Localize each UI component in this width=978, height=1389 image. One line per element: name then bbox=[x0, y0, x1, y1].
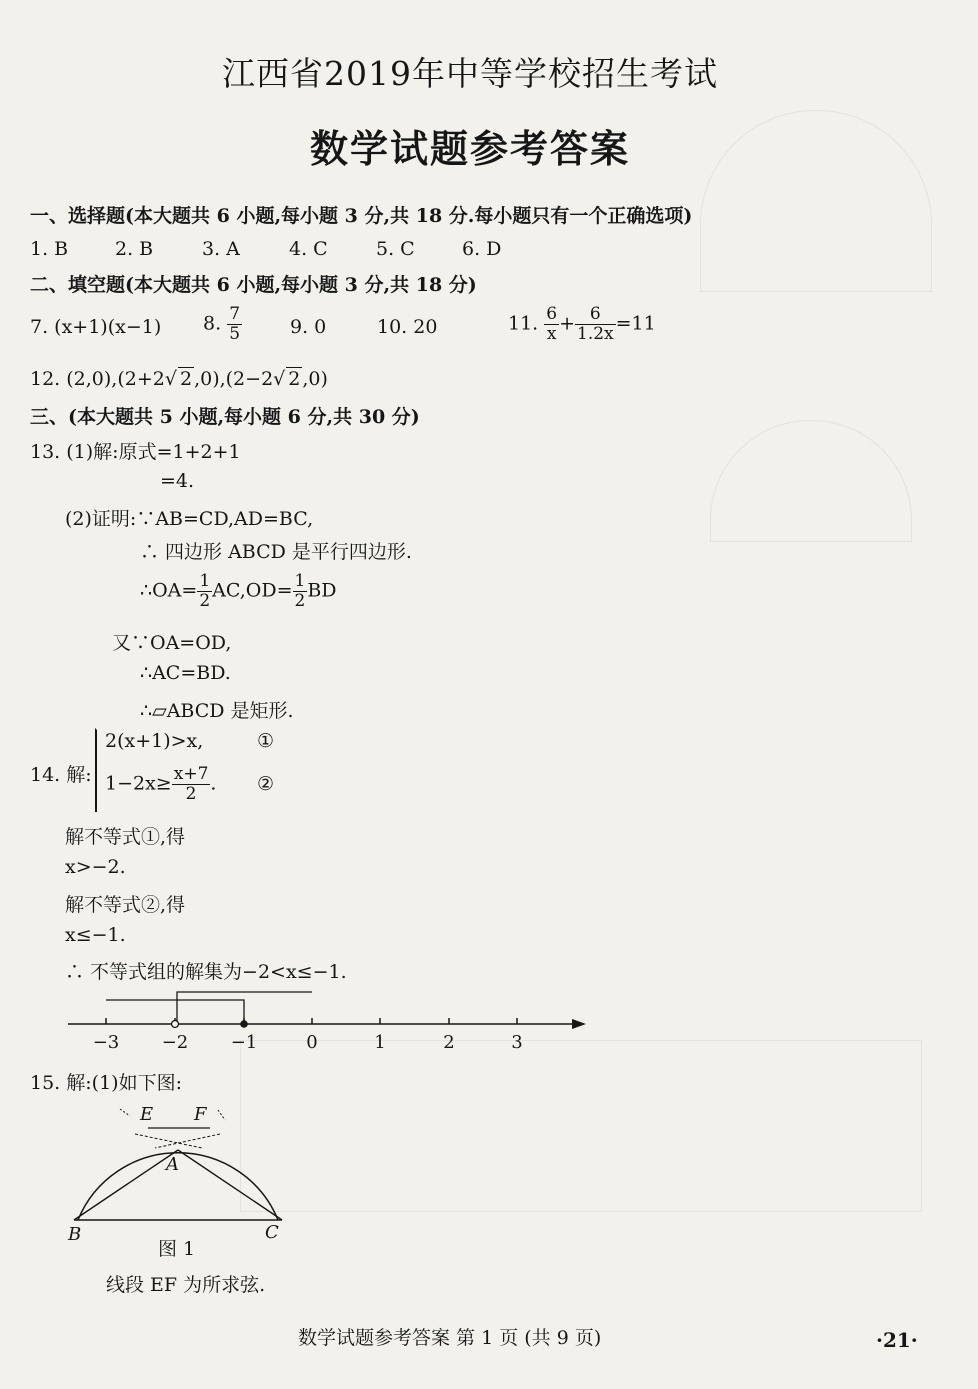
answer-6: 6. D bbox=[462, 238, 502, 260]
q15-heading: 15. 解:(1)如下图: bbox=[30, 1072, 182, 1094]
tick-label: 2 bbox=[443, 1032, 455, 1053]
tick-label: −2 bbox=[161, 1032, 189, 1053]
answer-7: 7. (x+1)(x−1) bbox=[30, 316, 162, 338]
q14-solution-set: ∴ 不等式组的解集为−2<x≤−1. bbox=[65, 961, 347, 983]
closed-dot bbox=[240, 1020, 248, 1028]
q13-part2-line5: ∴AC=BD. bbox=[140, 662, 231, 684]
footer-text: 数学试题参考答案 第 1 页 (共 9 页) bbox=[298, 1327, 602, 1349]
document-title: 数学试题参考答案 bbox=[309, 126, 630, 171]
section2-heading: 二、填空题(本大题共 6 小题,每小题 3 分,共 18 分) bbox=[30, 274, 477, 296]
answer-8: 8. $\frac{7}{5}$ bbox=[203, 304, 241, 344]
tick-label: 1 bbox=[374, 1032, 386, 1053]
answer-10: 10. 20 bbox=[377, 316, 438, 338]
answer-9: 9. 0 bbox=[290, 316, 327, 338]
arrow-head-icon bbox=[572, 1019, 586, 1029]
bleed-through-shadow bbox=[240, 1040, 922, 1212]
tick-label: −3 bbox=[92, 1032, 120, 1053]
label-f: F bbox=[194, 1104, 207, 1125]
number-line bbox=[60, 982, 600, 1058]
q13-part2-line6: ∴▱ABCD 是矩形. bbox=[140, 700, 294, 722]
open-dot bbox=[172, 1021, 179, 1028]
section1-heading: 一、选择题(本大题共 6 小题,每小题 3 分,共 18 分.每小题只有一个正确选项) bbox=[30, 205, 693, 227]
segment-ca bbox=[178, 1150, 282, 1220]
q13-part2-line2: ∴ 四边形 ABCD 是平行四边形. bbox=[140, 541, 412, 563]
q14-label: 14. 解: bbox=[30, 764, 92, 786]
q14-step-4: x≤−1. bbox=[65, 924, 126, 946]
answer-4: 4. C bbox=[289, 238, 328, 260]
tick-label: 3 bbox=[511, 1032, 523, 1053]
answer-3: 3. A bbox=[202, 238, 240, 260]
q15-conclusion: 线段 EF 为所求弦. bbox=[106, 1274, 266, 1296]
answer-2: 2. B bbox=[115, 238, 154, 260]
q14-mark-2: ② bbox=[257, 773, 275, 795]
page-number: ·21· bbox=[876, 1328, 918, 1352]
q14-inequality-2: 1−2x≥ $\frac{x+7}{2}$ . bbox=[105, 764, 217, 804]
answer-5: 5. C bbox=[376, 238, 415, 260]
exam-title: 江西省2019年中等学校招生考试 bbox=[222, 54, 718, 93]
answer-11: 11. $\frac{6}{x}$ + $\frac{6}{1.2x}$ =11 bbox=[508, 304, 656, 344]
tick-label: 0 bbox=[306, 1032, 318, 1053]
q14-mark-1: ① bbox=[257, 730, 275, 752]
q14-step-3: 解不等式②,得 bbox=[65, 894, 186, 916]
label-a: A bbox=[166, 1154, 179, 1175]
bleed-through-shadow bbox=[710, 420, 912, 542]
segment-ba bbox=[74, 1150, 178, 1220]
label-c: C bbox=[265, 1222, 279, 1243]
q13-part1-line1: 13. (1)解:原式=1+2+1 bbox=[30, 441, 241, 463]
q13-part1-line2: =4. bbox=[160, 470, 195, 492]
section3-heading: 三、(本大题共 5 小题,每小题 6 分,共 30 分) bbox=[30, 406, 420, 428]
q14-step-2: x>−2. bbox=[65, 856, 126, 878]
q13-part2-line1: (2)证明:∵AB=CD,AD=BC, bbox=[65, 508, 314, 530]
figure-1 bbox=[60, 1098, 300, 1256]
answer-12: 12. (2,0),(2+2√ 2 ,0),(2−2√ 2 ,0) bbox=[30, 368, 328, 390]
answer-1: 1. B bbox=[30, 238, 69, 260]
q14-inequality-1: 2(x+1)>x, bbox=[105, 730, 204, 752]
figure-caption: 图 1 bbox=[158, 1238, 196, 1260]
q13-part2-line4: 又∵OA=OD, bbox=[112, 632, 232, 654]
label-b: B bbox=[68, 1224, 82, 1245]
q13-part2-line3: ∴OA= $\frac{1}{2}$ AC,OD= $\frac{1}{2}$ BD bbox=[140, 571, 337, 611]
system-brace bbox=[95, 728, 105, 812]
q14-step-1: 解不等式①,得 bbox=[65, 826, 186, 848]
label-e: E bbox=[140, 1104, 154, 1125]
tick-label: −1 bbox=[230, 1032, 258, 1053]
